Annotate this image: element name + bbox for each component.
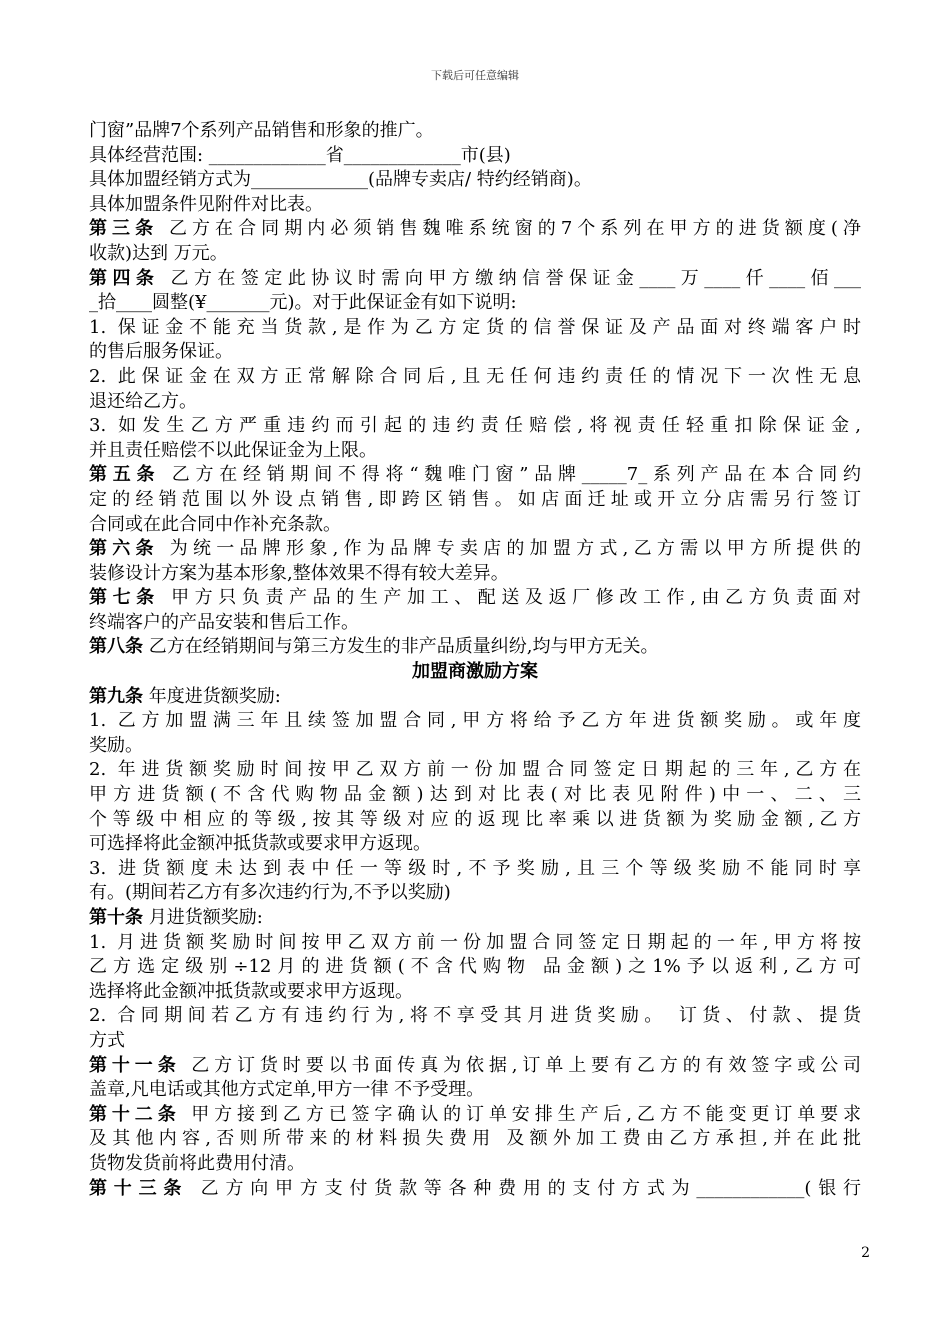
- text-line: [89, 783, 861, 808]
- line-text: 具体加盟经销方式为_____________(品牌专卖店/ 特约经销商)。: [89, 169, 592, 191]
- text-line: [89, 119, 861, 144]
- text-line: [89, 832, 861, 857]
- line-text: 月进货额奖励:: [143, 907, 263, 928]
- text-line: [89, 709, 861, 734]
- line-text: 合同或在此合同中作补充条款。: [89, 513, 341, 535]
- clause-number: 第九条: [89, 685, 143, 707]
- text-line: [89, 193, 861, 218]
- line-text: 3. 如发生乙方严重违约而引起的违约责任赔偿,将视责任轻重扣除保证金,: [89, 415, 861, 437]
- line-text: 盖章,凡电话或其他方式定单,甲方一律 不予受理。: [89, 1079, 485, 1101]
- clause-number: 第十条: [89, 907, 143, 928]
- clause-number: 第四条: [89, 267, 160, 289]
- text-line: [89, 562, 861, 587]
- line-text: 乙方向甲方支付货款等各种费用的支付方式为____________(银行: [188, 1177, 861, 1199]
- line-text: 乙方在合同期内必须销售魏唯系统窗的7个系列在甲方的进货额度(净: [158, 218, 862, 240]
- line-text: 年度进货额奖励:: [143, 685, 281, 707]
- line-text: 门窗”品牌7个系列产品销售和形象的推广。: [89, 120, 434, 141]
- line-text: 具体经营范围: _____________省_____________市(县): [89, 144, 511, 166]
- line-text: 乙方选定级别÷12月的进货额(不含代购物 品金额)之1%予以返利,乙方可: [89, 956, 861, 978]
- line-text: 1. 月进货额奖励时间按甲乙双方前一份加盟合同签定日期起的一年,甲方将按: [89, 931, 861, 953]
- text-line: [89, 931, 861, 956]
- line-text: 的售后服务保证。: [89, 341, 233, 363]
- clause-number: 第三条: [89, 218, 159, 240]
- line-text: 定的经销范围以外设点销售,即跨区销售。如店面迁址或开立分店需另行签订: [89, 488, 861, 510]
- line-text: 乙方在签定此协议时需向甲方缴纳信誉保证金____万____仟____佰___: [159, 267, 861, 289]
- line-text: 1. 保证金不能充当货款,是作为乙方定货的信誉保证及产品面对终端客户时: [89, 316, 861, 338]
- line-text: 选择将此金额冲抵货款或要求甲方返现。: [89, 980, 413, 1002]
- text-line: [89, 1078, 861, 1103]
- line-text: 甲方接到乙方已签字确认的订单安排生产后,乙方不能变更订单要求: [180, 1103, 861, 1125]
- line-text: 货物发货前将此费用付清。: [89, 1152, 305, 1174]
- line-text: 3. 进货额度未达到表中任一等级时,不予奖励,且三个等级奖励不能同时享: [89, 857, 861, 879]
- text-line: [89, 488, 861, 513]
- clause-number: 第八条: [89, 636, 143, 658]
- section-title: [89, 660, 861, 685]
- line-text: 有。(期间若乙方有多次违约行为,不予以奖励): [89, 882, 451, 904]
- text-line: [89, 1127, 861, 1152]
- line-text: 乙方订货时要以书面传真为依据,订单上要有乙方的有效签字或公司: [180, 1054, 861, 1076]
- page-header: 下载后可任意编辑: [431, 69, 519, 82]
- line-text: 奖励。: [89, 734, 143, 756]
- clause-line: [89, 1177, 861, 1202]
- line-text: 2. 此保证金在双方正常解除合同后,且无任何违约责任的情况下一次性无息: [89, 365, 861, 387]
- clause-line: [89, 217, 861, 242]
- clause-line: [89, 537, 861, 562]
- text-line: [89, 365, 861, 390]
- text-line: [89, 390, 861, 415]
- line-text: 2. 合同期间若乙方有违约行为,将不享受其月进货奖励。 订货、付款、提货: [89, 1005, 861, 1027]
- text-line: [89, 439, 861, 464]
- clause-number: 第六条: [89, 538, 159, 560]
- clause-number: 第十二条: [89, 1103, 181, 1125]
- clause-line: [89, 1054, 861, 1079]
- clause-number: 第五条: [89, 464, 161, 486]
- clause-line: [89, 586, 861, 611]
- text-line: [89, 857, 861, 882]
- clause-number: 第七条: [89, 587, 160, 609]
- text-line: [89, 414, 861, 439]
- line-text: 并且责任赔偿不以此保证金为上限。: [89, 439, 377, 461]
- clause-line: [89, 906, 861, 931]
- line-text: 及其他内容,否则所带来的材料损失费用 及额外加工费由乙方承担,并在此批: [89, 1128, 861, 1150]
- page-number: 2: [861, 1245, 870, 1261]
- text-line: [89, 758, 861, 783]
- line-text: 具体加盟条件见附件对比表。: [89, 193, 323, 215]
- line-text: 乙方在经销期间不得将“魏唯门窗”品牌_____7_系列产品在本合同约: [160, 464, 862, 486]
- line-text: 退还给乙方。: [89, 390, 197, 412]
- text-line: [89, 808, 861, 833]
- text-line: [89, 340, 861, 365]
- line-text: 装修设计方案为基本形象,整体效果不得有较大差异。: [89, 562, 509, 584]
- line-text: 甲方进货额(不含代购物品金额)达到对比表(对比表见附件)中一、二、三: [89, 784, 861, 806]
- line-text: _拾____圆整(¥_______元)。对于此保证金有如下说明:: [89, 292, 517, 314]
- clause-line: [89, 463, 861, 488]
- text-line: [89, 734, 861, 759]
- clause-number: 第十一条: [89, 1054, 181, 1076]
- line-text: 甲方只负责产品的生产加工、配送及返厂修改工作,由乙方负责面对: [159, 587, 861, 609]
- document-body: [89, 119, 861, 1201]
- text-line: [89, 1029, 861, 1054]
- text-line: [89, 1152, 861, 1177]
- line-text: 个等级中相应的等级,按其等级对应的返现比率乘以进货额为奖励金额,乙方: [89, 808, 861, 830]
- text-line: [89, 611, 861, 636]
- line-text: 乙方在经销期间与第三方发生的非产品质量纠纷,均与甲方无关。: [143, 636, 659, 658]
- text-line: [89, 980, 861, 1005]
- line-text: 2. 年进货额奖励时间按甲乙双方前一份加盟合同签定日期起的三年,乙方在: [89, 759, 861, 781]
- line-text: 可选择将此金额冲抵货款或要求甲方返现。: [89, 833, 431, 855]
- clause-line: [89, 685, 861, 710]
- line-text: 1. 乙方加盟满三年且续签加盟合同,甲方将给予乙方年进货额奖励。或年度: [89, 710, 861, 732]
- text-line: [89, 1004, 861, 1029]
- section-title-text: 加盟商激励方案: [412, 661, 538, 683]
- clause-number: 第十三条: [89, 1177, 189, 1199]
- text-line: [89, 291, 861, 316]
- line-text: 终端客户的产品安装和售后工作。: [89, 611, 359, 633]
- line-text: 收款)达到 万元。: [89, 242, 228, 264]
- clause-line: [89, 635, 861, 660]
- text-line: [89, 168, 861, 193]
- line-text: 为统一品牌形象,作为品牌专卖店的加盟方式,乙方需以甲方所提供的: [158, 538, 861, 560]
- text-line: [89, 242, 861, 267]
- text-line: [89, 881, 861, 906]
- line-text: 方式: [89, 1029, 125, 1051]
- text-line: [89, 316, 861, 341]
- clause-line: [89, 267, 861, 292]
- text-line: [89, 955, 861, 980]
- text-line: [89, 144, 861, 169]
- text-line: [89, 513, 861, 538]
- clause-line: [89, 1103, 861, 1128]
